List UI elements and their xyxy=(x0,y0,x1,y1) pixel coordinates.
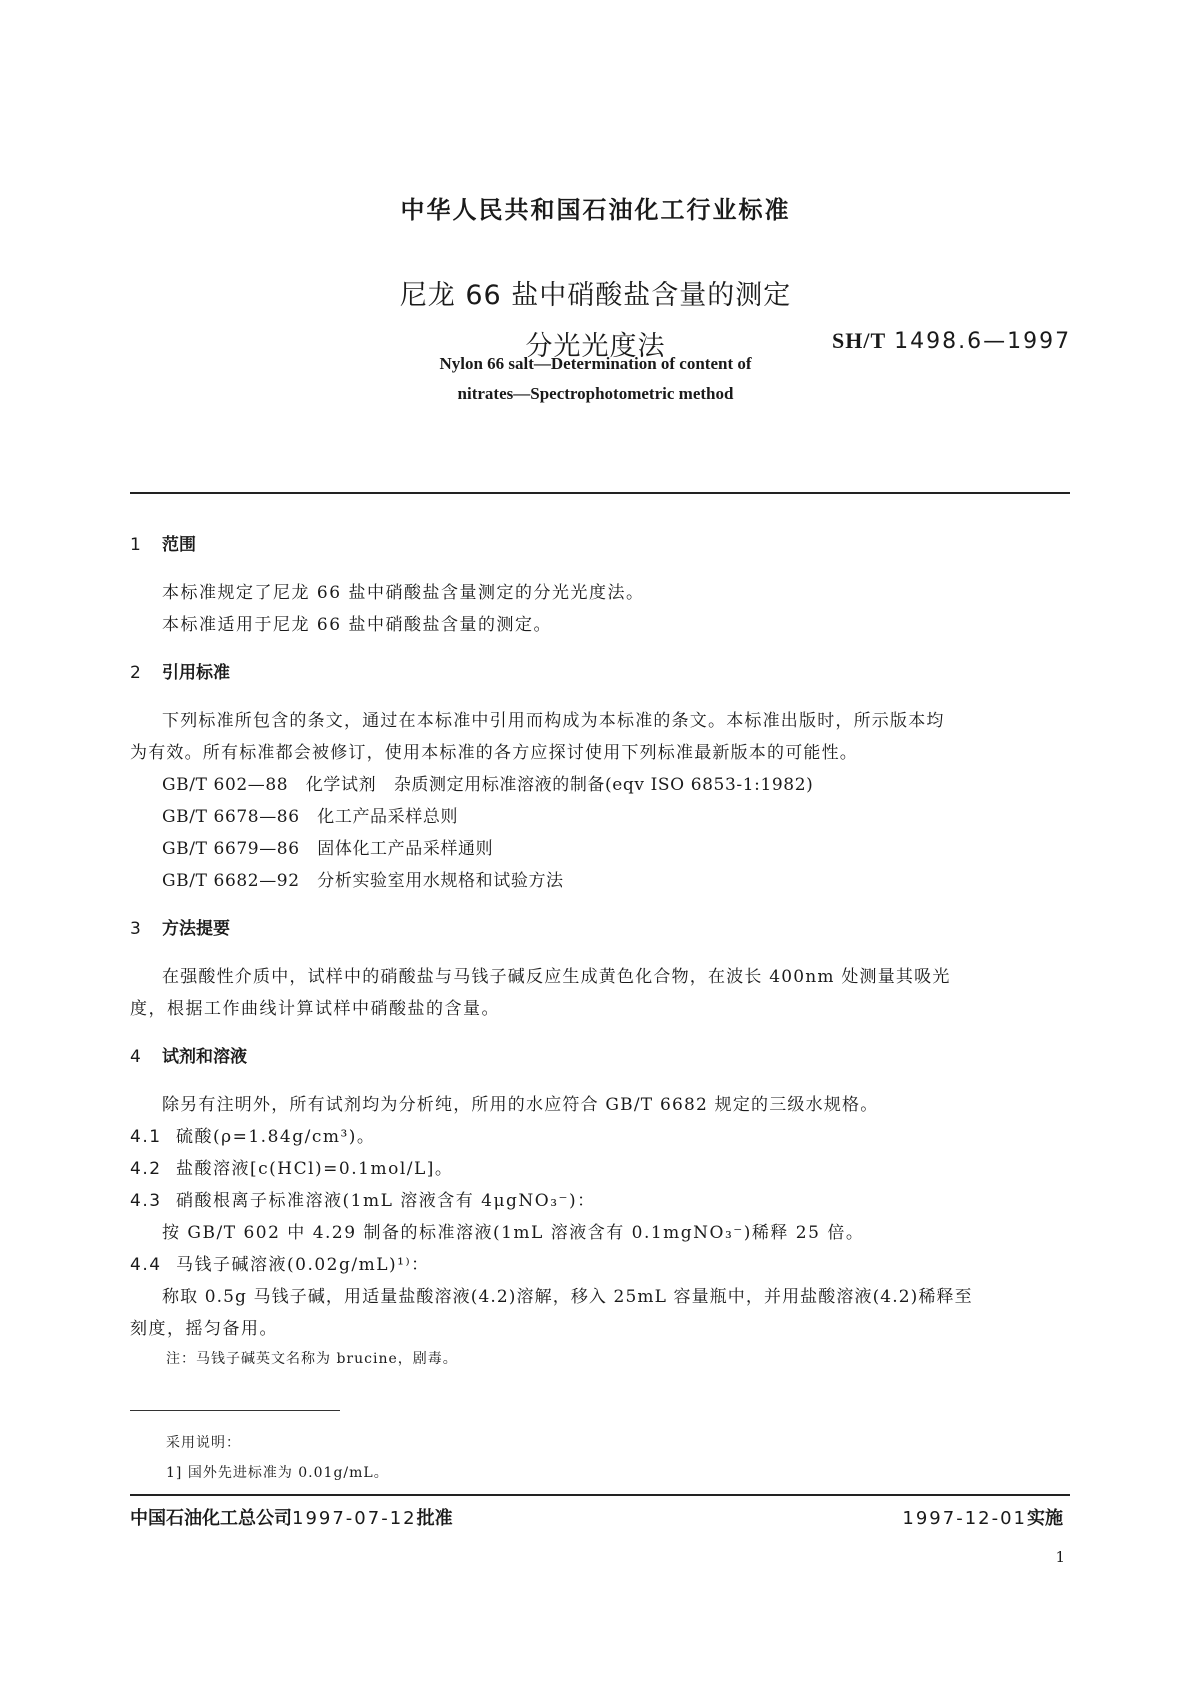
reagent-4-1 xyxy=(130,1122,375,1147)
approver: 中国石油化工总公司 xyxy=(130,1508,292,1529)
section-number: 2 xyxy=(130,663,141,683)
reference-item: GB/T 6678—86 化工产品采样总则 xyxy=(162,807,459,827)
section-1-paragraph-2: 本标准适用于尼龙 66 盐中硝酸盐含量的测定。 xyxy=(162,615,552,635)
section-2-paragraph-line-1: 下列标准所包含的条文，通过在本标准中引用而构成为本标准的条文。本标准出版时，所示版本均 xyxy=(162,711,945,731)
section-title: 方法提要 xyxy=(162,919,230,939)
section-1-heading xyxy=(130,530,196,555)
footnote-item: 1] 国外先进标准为 0.01g/mL。 xyxy=(166,1465,389,1481)
section-2-heading xyxy=(130,658,230,683)
approval-line xyxy=(130,1504,453,1530)
reference-item: GB/T 602—88 化学试剂 杂质测定用标准溶液的制备(eqv ISO 6853-1:1982) xyxy=(162,775,814,795)
section-4-heading xyxy=(130,1042,247,1067)
reagent-4-3-detail: 按 GB/T 602 中 4.29 制备的标准溶液(1mL 溶液含有 0.1mgNO₃⁻)稀释 25 倍。 xyxy=(162,1223,865,1243)
reagent-4-4 xyxy=(130,1250,430,1275)
clause-number: 4.3 xyxy=(130,1191,162,1211)
english-title-line-1: Nylon 66 salt—Determination of content of xyxy=(439,354,752,373)
reference-item: GB/T 6682—92 分析实验室用水规格和试验方法 xyxy=(162,871,564,891)
clause-text: 马钱子碱溶液(0.02g/mL)¹⁾： xyxy=(176,1255,430,1275)
reagent-note: 注：马钱子碱英文名称为 brucine，剧毒。 xyxy=(166,1351,458,1367)
section-1-paragraph-1: 本标准规定了尼龙 66 盐中硝酸盐含量测定的分光光度法。 xyxy=(162,583,645,603)
footnote-divider xyxy=(130,1410,340,1411)
standard-code-prefix: SH/T xyxy=(832,328,887,353)
approve-date: 1997-07-12 xyxy=(292,1508,417,1529)
effective-line xyxy=(902,1504,1063,1530)
section-3-paragraph-line-2: 度，根据工作曲线计算试样中硝酸盐的含量。 xyxy=(130,999,500,1019)
clause-text: 盐酸溶液[c(HCl)=0.1mol/L]。 xyxy=(176,1159,454,1179)
footer-divider xyxy=(130,1494,1070,1496)
standard-category: 中华人民共和国石油化工行业标准 xyxy=(400,196,791,224)
standard-code-number: 1498.6—1997 xyxy=(894,329,1072,354)
document-subtitle: 分光光度法 xyxy=(525,331,666,362)
effective-date: 1997-12-01 xyxy=(902,1508,1027,1529)
clause-text: 硝酸根离子标准溶液(1mL 溶液含有 4μgNO₃⁻)： xyxy=(176,1191,596,1211)
section-3-paragraph-line-1: 在强酸性介质中，试样中的硝酸盐与马钱子碱反应生成黄色化合物，在波长 400nm 处测量其吸光 xyxy=(162,967,951,987)
reagent-4-3 xyxy=(130,1186,596,1211)
clause-number: 4.4 xyxy=(130,1255,162,1275)
document-title: 尼龙 66 盐中硝酸盐含量的测定 xyxy=(399,280,792,311)
clause-number: 4.2 xyxy=(130,1159,162,1179)
section-number: 4 xyxy=(130,1047,141,1067)
effective-word: 实施 xyxy=(1027,1508,1063,1529)
reagent-4-4-detail-line-2: 刻度，摇匀备用。 xyxy=(130,1319,278,1339)
approve-word: 批准 xyxy=(416,1508,453,1529)
section-title: 试剂和溶液 xyxy=(162,1047,247,1067)
footnote-label: 采用说明： xyxy=(166,1435,241,1451)
section-number: 3 xyxy=(130,919,141,939)
section-2-paragraph-line-2: 为有效。所有标准都会被修订，使用本标准的各方应探讨使用下列标准最新版本的可能性。 xyxy=(130,743,858,763)
section-3-heading xyxy=(130,914,230,939)
reagent-4-2 xyxy=(130,1154,453,1179)
page-number: 1 xyxy=(1055,1548,1065,1566)
standard-code xyxy=(832,328,1071,354)
reference-item: GB/T 6679—86 固体化工产品采样通则 xyxy=(162,839,494,859)
section-title: 范围 xyxy=(162,535,196,555)
section-number: 1 xyxy=(130,535,141,555)
section-title: 引用标准 xyxy=(162,663,230,683)
clause-text: 硫酸(ρ=1.84g/cm³)。 xyxy=(176,1127,376,1147)
clause-number: 4.1 xyxy=(130,1127,162,1147)
reagent-4-4-detail-line-1: 称取 0.5g 马钱子碱，用适量盐酸溶液(4.2)溶解，移入 25mL 容量瓶中，并用盐酸溶液(4.2)稀释至 xyxy=(162,1287,973,1307)
english-title-line-2: nitrates—Spectrophotometric method xyxy=(457,384,734,403)
section-4-intro: 除另有注明外，所有试剂均为分析纯，所用的水应符合 GB/T 6682 规定的三级水规格。 xyxy=(162,1095,879,1115)
header-divider xyxy=(130,492,1070,494)
